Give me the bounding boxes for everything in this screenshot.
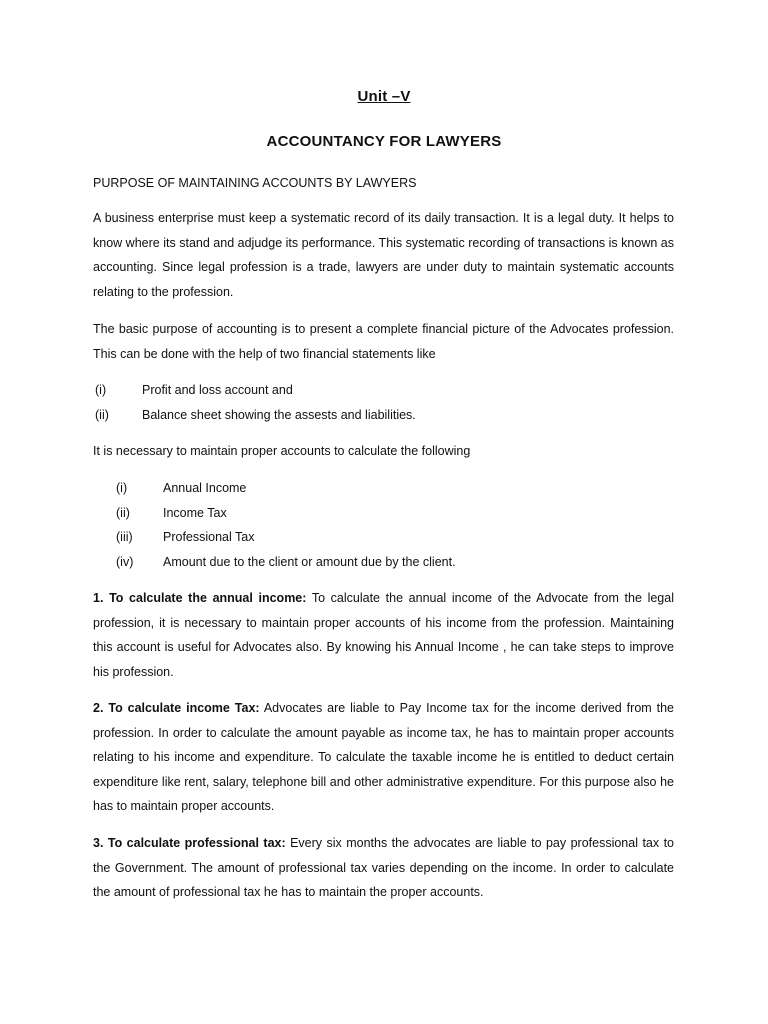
point-heading: 3. To calculate professional tax: xyxy=(93,836,286,850)
point-body: Every six months the advocates are liable to pay professional tax to the Government. The amount of professional tax varies depending on the income. In order to calculate the amount of professional tax he has to maintain the proper accounts. xyxy=(93,836,674,900)
list-item-number: (ii) xyxy=(116,505,130,520)
list-item xyxy=(95,403,655,428)
main-title: ACCOUNTANCY FOR LAWYERS xyxy=(266,133,502,150)
point-annual-income xyxy=(93,586,674,684)
intro-paragraph: A business enterprise must keep a systematic record of its daily transaction. It is a legal duty. It helps to know where its stand and adjudge its performance. This systematic recording of transactions is known as accounting. Since legal profession is a trade, lawyers are under duty to maintain systematic accounts relating to the profession. xyxy=(93,211,674,299)
list-item-text: Professional Tax xyxy=(163,530,255,544)
list-item-text: Annual Income xyxy=(163,481,247,495)
list-item-number: (ii) xyxy=(95,407,109,422)
list-item-text: Income Tax xyxy=(163,505,227,520)
list-item xyxy=(116,476,656,501)
calculation-purposes-list xyxy=(116,476,656,574)
list-item xyxy=(116,501,656,526)
list-item-number: (iv) xyxy=(116,554,134,569)
point-professional-tax xyxy=(93,831,674,905)
list-item xyxy=(95,378,655,403)
point-income-tax xyxy=(93,696,674,819)
point-body: To calculate the annual income of the Advocate from the legal profession, it is necessary to maintain proper accounts of his income from the profession. Maintaining this account is useful for Advocates also. By knowing his Annual Income , he can take steps to improve his profession. xyxy=(93,591,674,679)
section-heading: PURPOSE OF MAINTAINING ACCOUNTS BY LAWYERS xyxy=(93,176,417,190)
necessity-paragraph: It is necessary to maintain proper accounts to calculate the following xyxy=(93,444,471,458)
point-heading: 1. To calculate the annual income: xyxy=(93,591,307,605)
list-item-number: (i) xyxy=(116,481,128,495)
list-item-number: (i) xyxy=(95,383,107,397)
list-item xyxy=(116,525,656,550)
purpose-paragraph: The basic purpose of accounting is to present a complete financial picture of the Advocates profession. This can be done with the help of two financial statements like xyxy=(93,322,674,361)
point-heading: 2. To calculate income Tax: xyxy=(93,701,260,715)
list-item-text: Balance sheet showing the assests and liabilities. xyxy=(142,407,416,422)
list-item xyxy=(116,550,656,575)
list-item-number: (iii) xyxy=(116,530,133,544)
point-body: Advocates are liable to Pay Income tax for the income derived from the profession. In order to calculate the amount payable as income tax, he has to maintain proper accounts relating to his income and expenditure. To calculate the taxable income he is entitled to deduct certain expenditure like rent, salary, telephone bill and other administrative expenditure. For this purpose also he has to maintain proper accounts. xyxy=(93,701,675,814)
financial-statements-list xyxy=(95,378,655,427)
list-item-text: Amount due to the client or amount due by the client. xyxy=(163,554,456,569)
unit-title: Unit –V xyxy=(357,88,411,105)
list-item-text: Profit and loss account and xyxy=(142,383,293,397)
